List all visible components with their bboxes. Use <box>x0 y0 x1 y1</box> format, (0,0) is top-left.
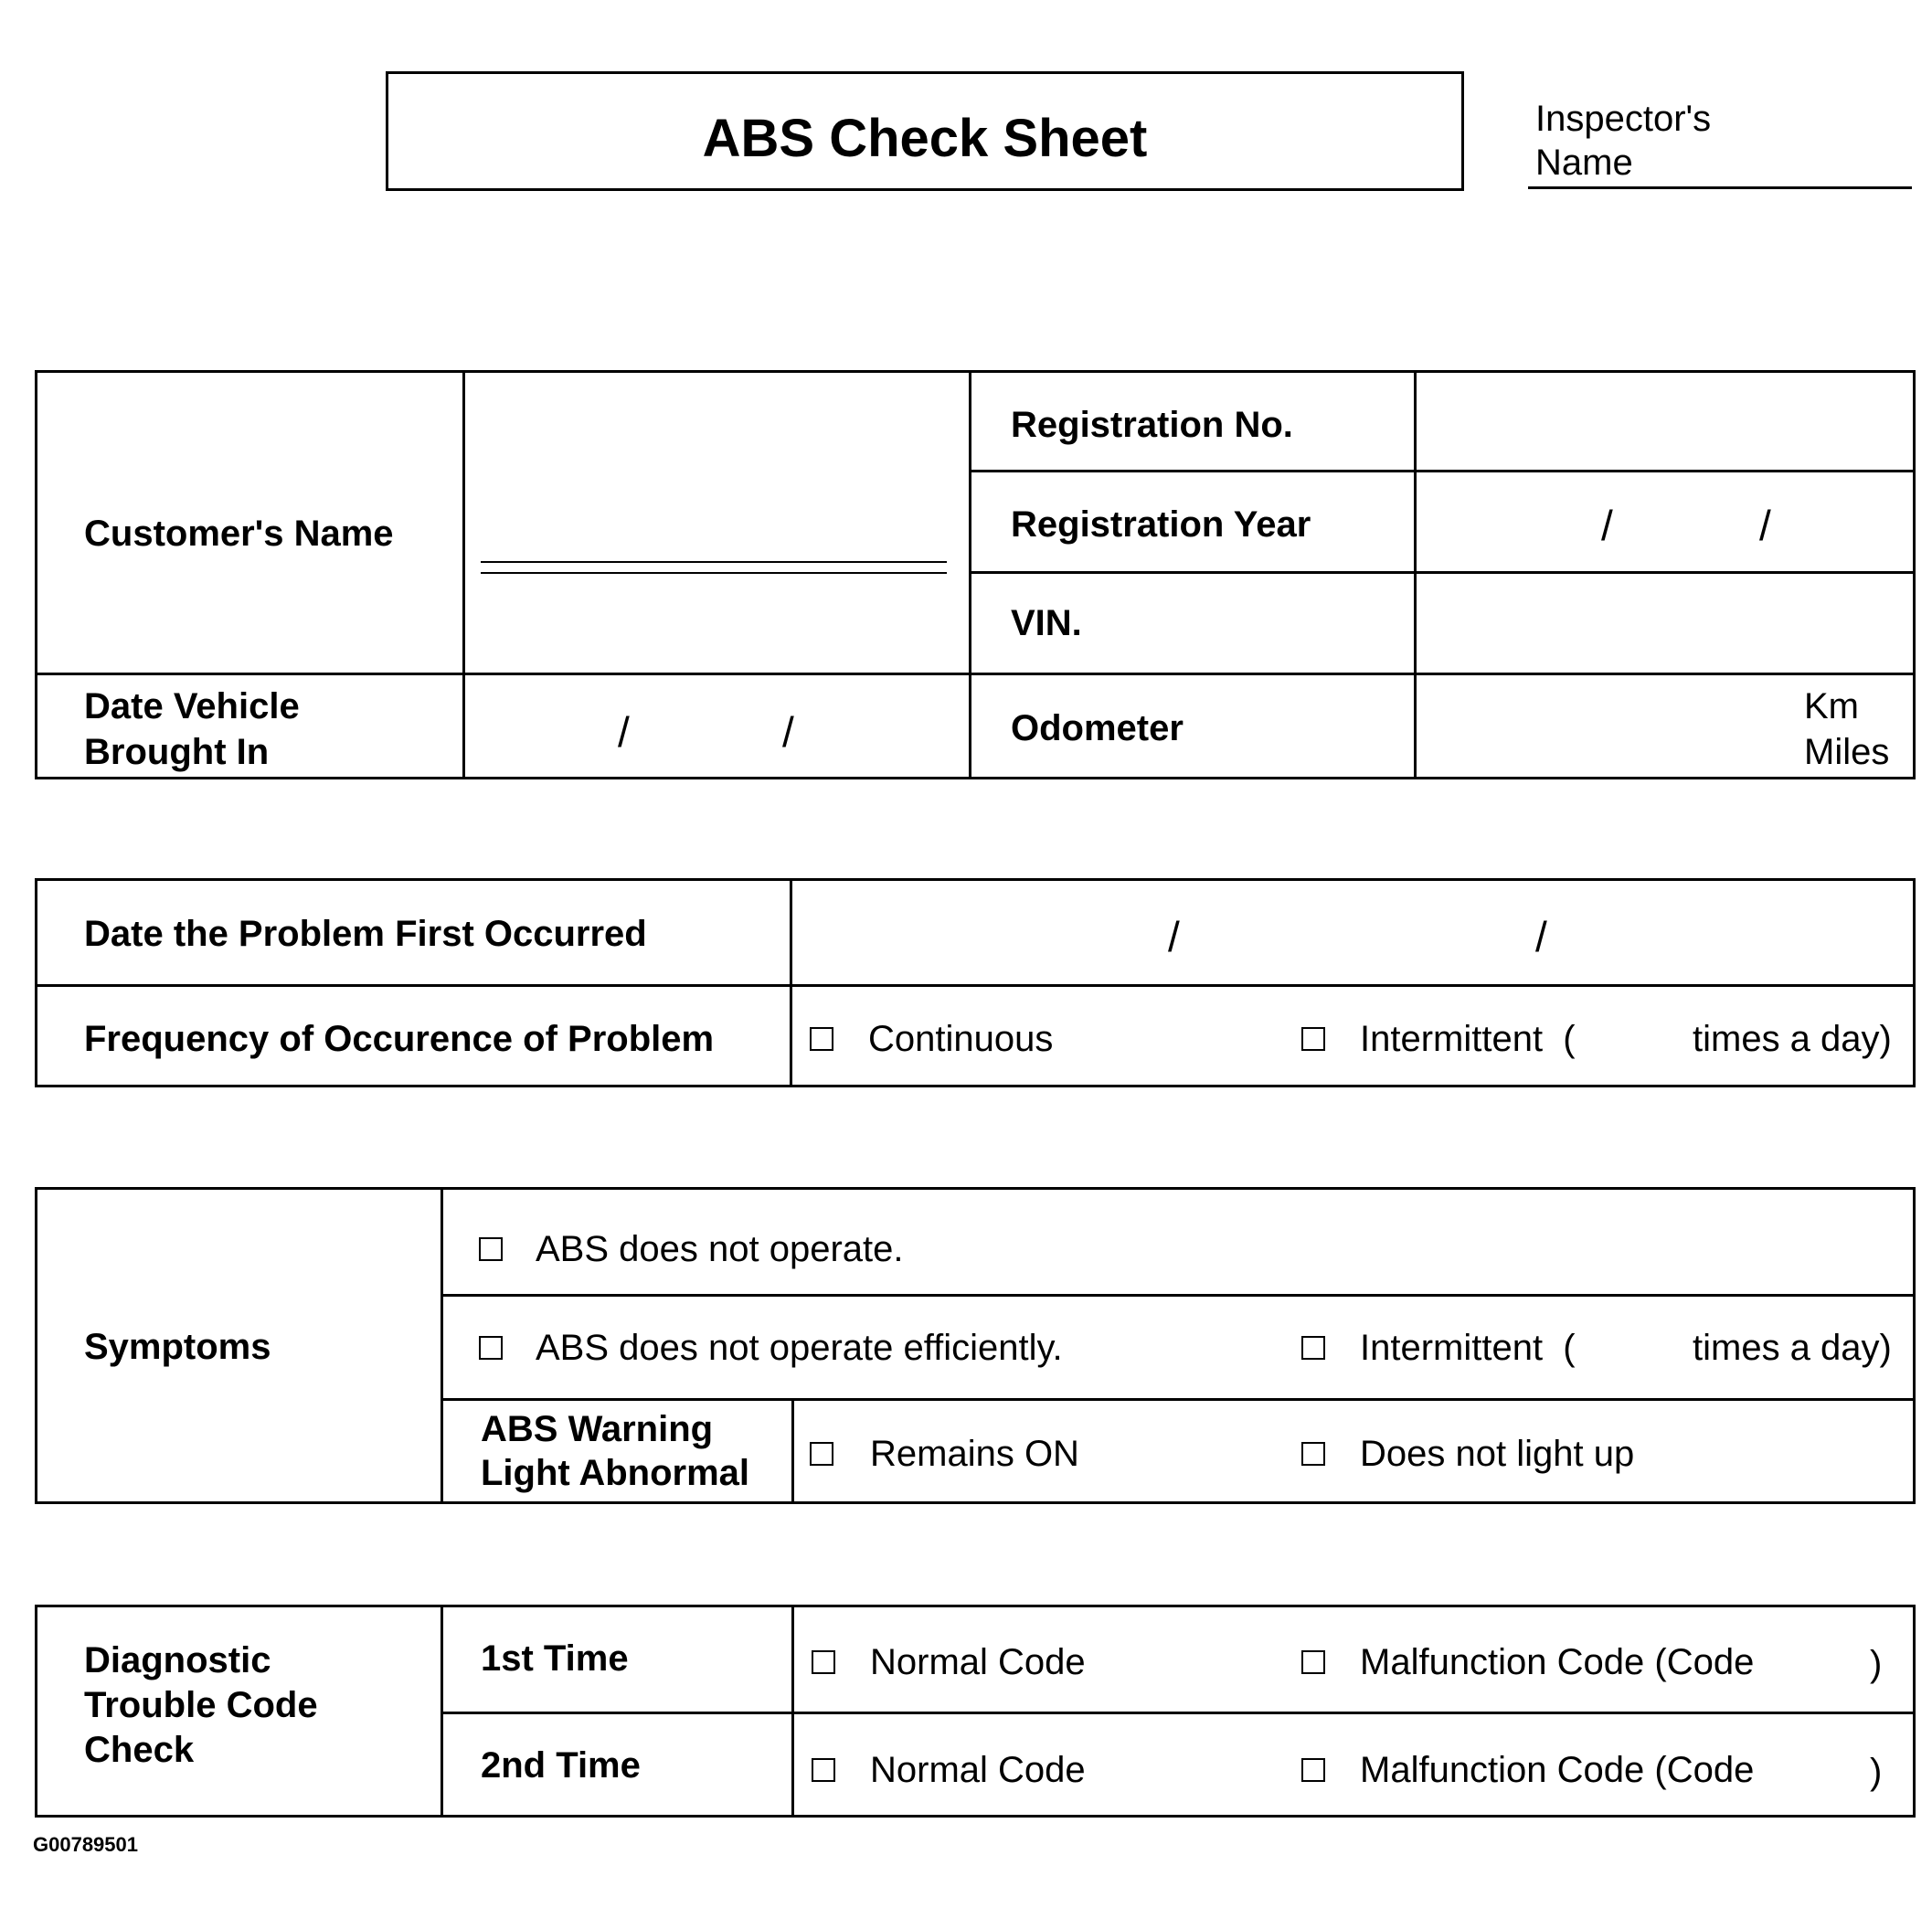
second-time-normal-code-checkbox[interactable] <box>812 1758 835 1782</box>
abs-not-operate-checkbox[interactable] <box>479 1237 503 1261</box>
date-first-occurred-label: Date the Problem First Occurred <box>84 914 647 954</box>
registration-year-label: Registration Year <box>1011 504 1311 545</box>
first-time-malfunction-code-label: Malfunction Code (Code <box>1360 1642 1755 1682</box>
second-time-malfunction-code-checkbox[interactable] <box>1301 1758 1325 1782</box>
frequency-intermittent-checkbox[interactable] <box>1301 1027 1325 1051</box>
date-brought-in-slash-2: / <box>782 708 794 756</box>
customer-name-label: Customer's Name <box>84 514 394 554</box>
registration-year-slash-1: / <box>1601 502 1613 549</box>
inspector-name-line[interactable] <box>1528 186 1912 189</box>
continuous-checkbox[interactable] <box>810 1027 833 1051</box>
symptoms-intermittent-label: Intermittent ( <box>1360 1328 1576 1368</box>
page-title: ABS Check Sheet <box>702 109 1148 168</box>
date-brought-in-slash-1: / <box>618 708 630 756</box>
odometer-units: Km Miles <box>1804 686 1890 772</box>
vin-field[interactable] <box>1418 576 1912 671</box>
remains-on-checkbox[interactable] <box>810 1442 833 1466</box>
remains-on-label: Remains ON <box>870 1434 1079 1474</box>
registration-no-label: Registration No. <box>1011 405 1293 445</box>
symptoms-times-a-day-label: times a day) <box>1693 1328 1892 1368</box>
first-time-label: 1st Time <box>481 1638 629 1679</box>
frequency-intermittent-label: Intermittent ( <box>1360 1019 1576 1059</box>
second-time-normal-code-label: Normal Code <box>870 1750 1086 1790</box>
does-not-light-up-checkbox[interactable] <box>1301 1442 1325 1466</box>
does-not-light-up-label: Does not light up <box>1360 1434 1635 1474</box>
customer-name-line-2[interactable] <box>481 572 947 574</box>
dtc-check-label: Diagnostic Trouble Code Check <box>84 1640 318 1770</box>
symptoms-label: Symptoms <box>84 1327 271 1367</box>
customer-name-line-1[interactable] <box>481 561 947 563</box>
frequency-label: Frequency of Occurence of Problem <box>84 1019 715 1059</box>
first-time-malfunction-code-checkbox[interactable] <box>1301 1650 1325 1674</box>
symptoms-intermittent-checkbox[interactable] <box>1301 1336 1325 1360</box>
first-time-normal-code-label: Normal Code <box>870 1642 1086 1682</box>
first-time-close-paren: ) <box>1870 1644 1883 1684</box>
frequency-times-a-day-label: times a day) <box>1693 1019 1892 1059</box>
continuous-label: Continuous <box>868 1019 1054 1059</box>
date-first-occurred-slash-2: / <box>1535 913 1547 960</box>
registration-year-slash-2: / <box>1759 502 1771 549</box>
date-brought-in-label: Date Vehicle Brought In <box>84 686 300 772</box>
odometer-label: Odometer <box>1011 708 1184 748</box>
abs-not-efficient-label: ABS does not operate efficiently. <box>536 1328 1063 1368</box>
first-time-normal-code-checkbox[interactable] <box>812 1650 835 1674</box>
figure-id: G00789501 <box>33 1833 138 1856</box>
abs-not-operate-label: ABS does not operate. <box>536 1229 904 1269</box>
date-first-occurred-slash-1: / <box>1168 913 1180 960</box>
inspector-name-label: Inspector's Name <box>1535 99 1712 183</box>
second-time-malfunction-code-label: Malfunction Code (Code <box>1360 1750 1755 1790</box>
registration-no-field[interactable] <box>1418 375 1912 468</box>
second-time-label: 2nd Time <box>481 1745 641 1786</box>
abs-warning-light-label: ABS Warning Light Abnormal <box>481 1409 750 1493</box>
second-time-close-paren: ) <box>1870 1752 1883 1792</box>
abs-not-efficient-checkbox[interactable] <box>479 1336 503 1360</box>
vin-label: VIN. <box>1011 603 1082 643</box>
